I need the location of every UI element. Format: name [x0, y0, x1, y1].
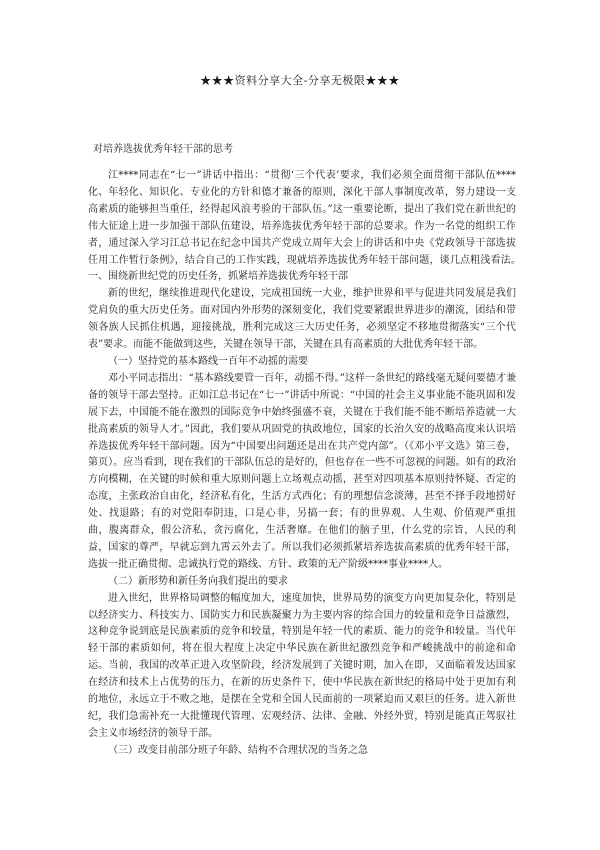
paragraph-new-situation: 进入世纪，世界格局调整的幅度加大，速度加快，世界局势的演变方向更加复杂化，特别是以经济实力、科技实力、国防实力和民族凝聚力为主要内容的综合国力的较量和竞争日益激烈，这种竞争说到底是民族素质的竞争和较量，特别是年轻一代的素质、能力的竞争和较量。当代年轻干部的素质如何，将在很大程度上决定中华民族在新世纪激烈竞争和严峻挑战中的前途和命运。当前，我国的改革正进入攻坚阶段，经济发展到了关键时期，加入在即，又面临着发达国家在经济和技术上占优势的压力，在新的历史条件下，使中华民族在新世纪的格局中处于更加有利的地位，永远立于不败之地，是摆在全党和全国人民面前的一项紧迫而又艰巨的任务。进入新世纪，我们急需补充一大批懂现代管理、宏观经济、法律、金融、外经外贸，特别是能真正驾驭社会主义市场经济的领导干部。 [88, 592, 516, 739]
document-title: 对培养选拔优秀年轻干部的思考 [93, 144, 233, 155]
paragraph-intro: 江****同志在“七一”讲话中指出：“贯彻‘三个代表’要求，我们必须全面贯彻干部队伍****化、年轻化、知识化、专业化的方针和德才兼备的原则，深化干部人事制度改革，努力建设一支高素质的能够担当重任，经得起风浪考验的干部队伍。”这一重要论断，提出了我们党在新世纪的伟大征途上进一步加强干部队伍建设，培养选拔优秀年轻干部的总要求。作为一名党的组织工作者，通过深入学习江总书记在纪念中国共产党成立周年大会上的讲话和中央《党政领导干部选拔任用工作暂行条例》，结合自己的工作实践，现就培养选拔优秀年轻干部问题，谈几点粗浅看法。 一、围绕新世纪党的历史任务，抓紧培养选拔优秀年轻干部 [88, 170, 536, 283]
section-heading-3: （三）改变目前部分班子年龄、结构不合理状况的当务之急 [108, 744, 368, 756]
section-heading-1: （一）坚持党的基本路线一百年不动摇的需要 [108, 355, 308, 367]
paragraph-new-century: 新的世纪，继续推进现代化建设，完成祖国统一大业，维护世界和平与促进共同发展是我们党肩负的重大历史任务。面对国内外形势的深刻变化，我们党要紧跟世界进步的潮流，团结和带领各族人民抓住机遇，迎接挑战，胜利完成这三大历史任务，必须坚定不移地贯彻落实“三个代表”要求。而能不能做到这些，关键在领导干部，关键在具有高素质的大批优秀年轻干部。 [88, 288, 516, 351]
document-body [88, 168, 536, 760]
section-heading-2: （二）新形势和新任务向我们提出的要求 [108, 575, 288, 587]
header-banner: ★★★资料分享大全-分享无极限★★★ [200, 74, 400, 87]
paragraph-basic-line: 邓小平同志指出：“基本路线要管一百年，动摇不得。”这样一条世纪的路线毫无疑问要德才兼备的领导干部去坚持。正如江总书记在“七一”讲话中所说：“中国的社会主义事业能不能巩固和发展下去，中国能不能在激烈的国际竞争中始终强盛不衰，关键在于我们能不能不断培养造就一大批高素质的领导人才。”因此，我们要从巩固党的执政地位，国家的长治久安的战略高度来认识培养选拔优秀年轻干部问题。因为“中国要出问题还是出在共产党内部”。（《邓小平文选》第三卷，第页）。应当看到，现在我们的干部队伍总的是好的，但也存在一些不可忽视的问题。如有的政治方向模糊，在关键的时候和重大原则问题上立场观点动摇，甚至对四项基本原则持怀疑、否定的态度，主张政治自由化，经济私有化，生活方式西化；有的理想信念淡薄，甚至不择手段地捞好处、找退路；有的对党阳奉阴违，口是心非，另搞一套；有的世界观、人生观、价值观严重扭曲，腹离群众，假公济私，贪污腐化，生活奢靡。在他们的脑子里，什么党的宗旨，人民的利益，国家的尊严，早就忘到九霄云外去了。所以我们必须抓紧培养选拔高素质的优秀年轻干部，选拔一批正确贯彻、忠诚执行党的路线、方针、政策的无产阶级****事业****人。 [88, 372, 516, 570]
